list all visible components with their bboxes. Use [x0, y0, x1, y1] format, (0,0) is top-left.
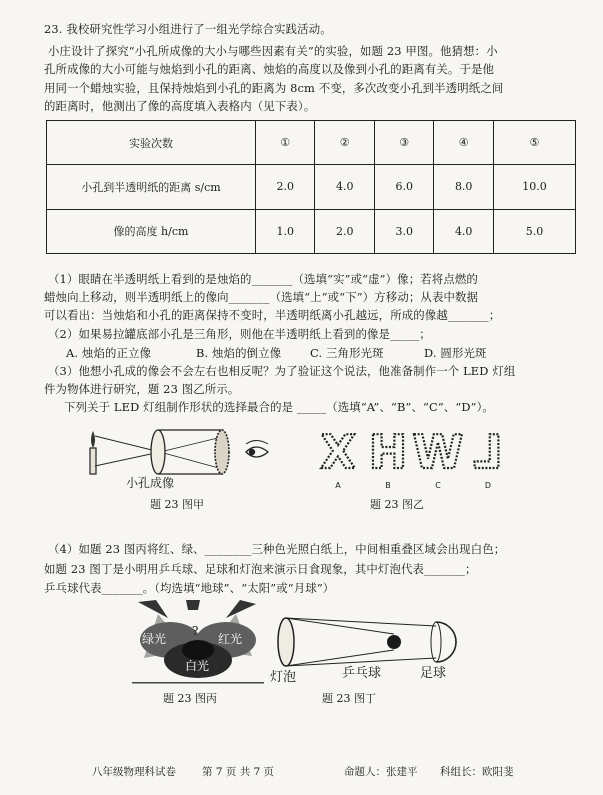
table-cell: 10.0 [493, 165, 575, 209]
pinhole-label: 小孔成像 [126, 476, 175, 490]
table-cell: 4.0 [434, 209, 493, 253]
footer-leader: 科组长：欧阳斐 [440, 766, 514, 778]
table-row [47, 209, 576, 253]
pinhole-camera-figure [86, 420, 306, 500]
part3-line-3: 下列关于 LED 灯组制作形状的选择最合的是 _____（选填“A”、“B”、“C”、“D”）。 [64, 400, 494, 414]
question-number-line: 23. 我校研究性学习小组进行了一组光学综合实践活动。 [44, 22, 332, 36]
led-shape-c: W [412, 425, 464, 479]
table-cell: 5.0 [493, 209, 575, 253]
figure-yi-caption: 题 23 图乙 [370, 498, 424, 511]
table-cell: 4.0 [315, 165, 374, 209]
part2-option-d: D. 圆形光斑 [424, 346, 487, 360]
flashlight-top-icon [186, 600, 200, 610]
pingpong-ball-icon [387, 635, 401, 649]
table-cell: 2.0 [315, 209, 374, 253]
data-table [46, 120, 576, 254]
led-shape-a: X [320, 425, 356, 479]
led-option-label: D [484, 481, 492, 490]
green-light-label: 绿光 [142, 632, 167, 646]
part2-option-b: B. 烛焰的倒立像 [196, 346, 282, 360]
part2-option-a: A. 烛焰的正立像 [66, 346, 152, 360]
intro-line-1: 小庄设计了探究“小孔所成像的大小与哪些因素有关”的实验，如题 23 甲图。他猜想：小 [48, 44, 498, 58]
figure-ding-caption: 题 23 图丁 [322, 692, 376, 705]
intro-line-4: 的距离时，他测出了像的高度填入表格内（见下表）。 [44, 99, 316, 113]
table-cell: 1.0 [256, 209, 315, 253]
figure-bing-caption: 题 23 图丙 [163, 692, 217, 705]
unknown-light-label: ? [192, 624, 199, 638]
table-header-cell: ⑤ [493, 121, 575, 165]
led-shape-b: H [368, 425, 408, 479]
white-light-label: 白光 [185, 659, 210, 673]
part1-line-3: 可以看出：当烛焰和小孔的距离保持不变时，半透明纸离小孔越远，所成的像越_______； [44, 308, 501, 322]
part2-question: （2）如果易拉罐底部小孔是三角形，则他在半透明纸上看到的像是_____； [48, 327, 431, 341]
table-header-cell: ② [315, 121, 374, 165]
table-row-label: 像的高度 h/cm [47, 209, 256, 253]
intro-line-2: 孔所成像的大小可能与烛焰到小孔的距离、烛焰的高度以及像到小孔的距离有关。于是他 [44, 62, 495, 76]
bulb-icon [278, 618, 294, 666]
table-row [47, 165, 576, 209]
footer-author: 命题人：张建平 [344, 766, 418, 778]
table-cell: 6.0 [374, 165, 433, 209]
part4-line-1: （4）如题 23 图丙将红、绿、________三种色光照白纸上，中间相重叠区域会出现白色； [48, 542, 506, 556]
translucent-paper [215, 430, 229, 474]
table-row [47, 121, 576, 165]
table-cell: 2.0 [256, 165, 315, 209]
led-option-label: A [335, 481, 341, 490]
table-header-cell: ① [256, 121, 315, 165]
flame-icon [91, 431, 95, 448]
flashlight-left-icon [138, 600, 168, 618]
led-shapes-figure [316, 424, 508, 494]
table-cell: 3.0 [374, 209, 433, 253]
footer-course: 八年级物理科试卷 [92, 766, 176, 778]
part1-line-2: 蜡烛向上移动，则半透明纸上的像向_______（选填“上”或“下”）方移动；从表中数据 [44, 290, 479, 304]
intro-line-3: 用同一个蜡烛实验，且保持烛焰到小孔的距离为 8cm 不变，多次改变小孔到半透明纸之间 [44, 81, 504, 95]
part4-line-2: 如题 23 图丁是小明用乒乓球、足球和灯泡来演示日食现象，其中灯泡代表_______； [44, 562, 477, 576]
table-header-cell: 实验次数 [47, 121, 256, 165]
can-bottom [151, 430, 165, 474]
part4-line-3: 乒乓球代表_______。（均选填“地球”、“太阳”或“月球”） [44, 581, 335, 595]
pingpong-label: 乒乓球 [342, 666, 382, 681]
part1-line-1: （1）眼睛在半透明纸上看到的是烛焰的_______（选填“实”或“虚”）像；若将点燃的 [48, 272, 478, 286]
candle-icon [90, 448, 96, 474]
bulb-label: 灯泡 [270, 670, 297, 685]
led-shapes-svg [316, 424, 508, 494]
football-label: 足球 [420, 666, 447, 681]
flashlight-right-icon [226, 600, 256, 618]
led-shape-d: L [473, 425, 503, 479]
football-icon [436, 622, 456, 662]
table-cell: 8.0 [434, 165, 493, 209]
part3-line-1: （3）他想小孔成的像会不会左右也相反呢？为了验证这个说法，他准备制作一个 LED 灯组 [48, 364, 516, 378]
led-option-label: B [385, 481, 391, 490]
table-header-cell: ③ [374, 121, 433, 165]
figure-jia-caption: 题 23 图甲 [150, 498, 204, 511]
table-header-cell: ④ [434, 121, 493, 165]
footer-page: 第 7 页 共 7 页 [202, 766, 275, 778]
led-option-label: C [435, 481, 441, 490]
red-light-label: 红光 [218, 632, 243, 646]
table-row-label: 小孔到半透明纸的距离 s/cm [47, 165, 256, 209]
part3-line-2: 件为物体进行研究，题 23 图乙所示。 [44, 382, 240, 396]
part2-option-c: C. 三角形光斑 [310, 346, 384, 360]
